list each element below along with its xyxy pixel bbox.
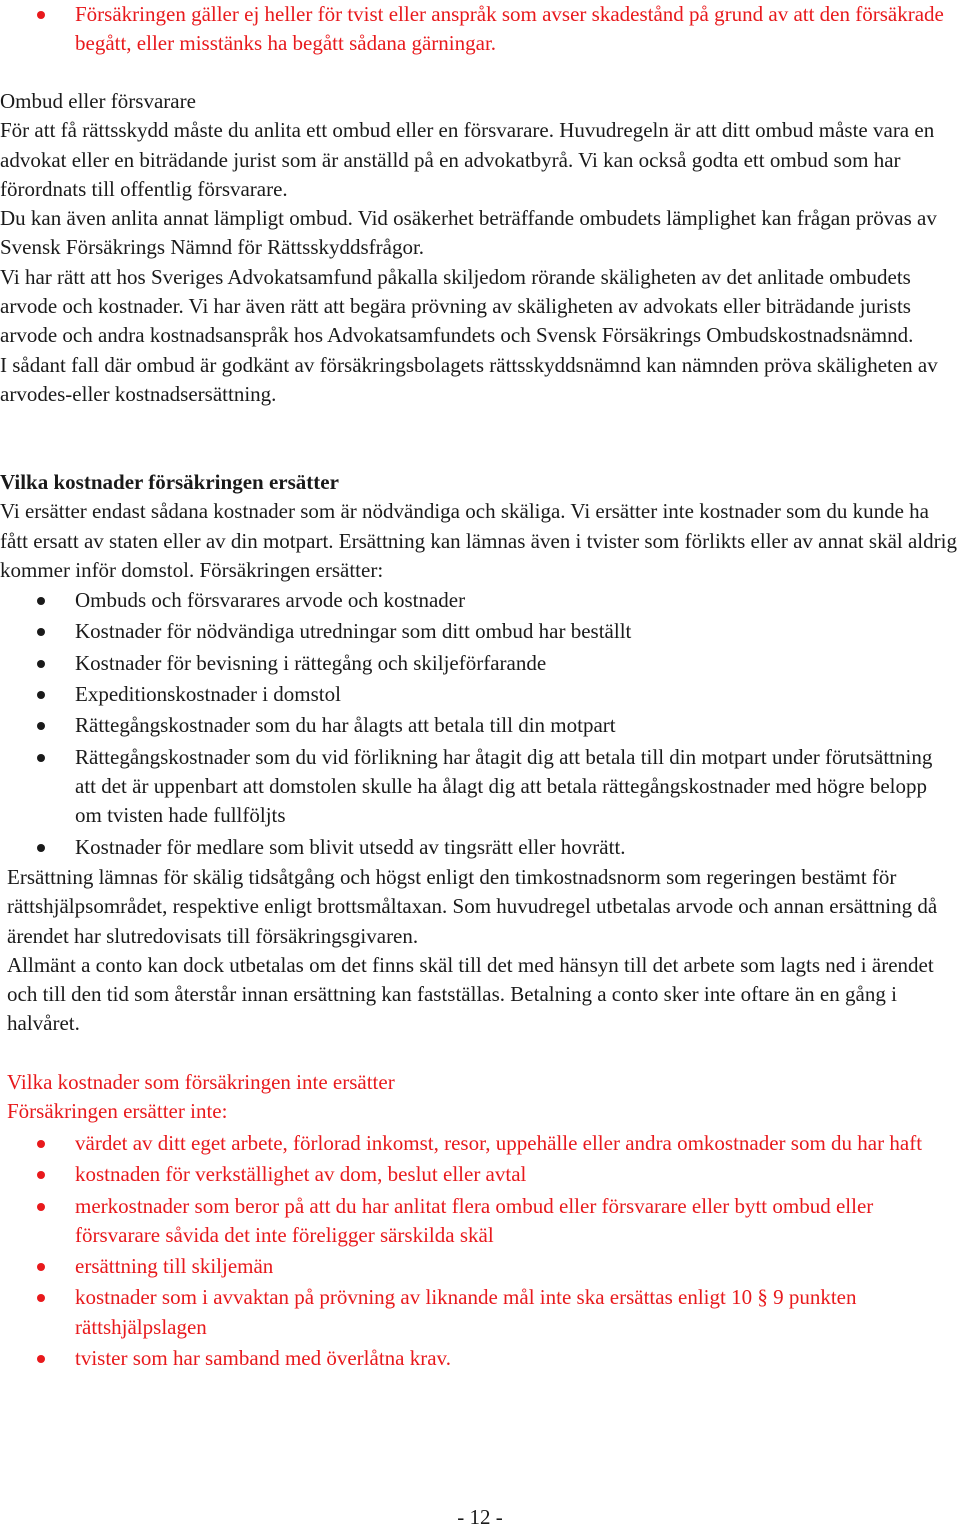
paragraph: Försäkringen ersätter inte: — [7, 1099, 228, 1124]
covered-after-section — [7, 863, 958, 1039]
list-item: Försäkringen gäller ej heller för tvist eller anspråk som avser skadestånd på grund av att den försäkrade begått, eller misstänks ha begått sådana gärningar. — [0, 0, 958, 59]
paragraph: Vi har rätt att hos Sveriges Advokatsamfund påkalla skiljedom rörande skäligheten av det anlitade ombudets arvode och kostnader. Vi har även rätt att begära prövning av skäligheten av advokats eller biträdande jurists arvode och andra kostnadsanspråk hos Advokatsamfundets och Svensk Försäkrings Ombudskostnadsnämnd. — [0, 264, 914, 348]
page-number: - 12 - — [457, 1505, 503, 1529]
bullet-icon — [37, 597, 45, 605]
list-item: Rättegångskostnader som du har ålagts att betala till din motpart — [0, 711, 958, 740]
paragraph: Du kan även anlita annat lämpligt ombud. Vid osäkerhet beträffande ombudets lämplighet kan frågan prövas av Svensk Försäkrings Nämnd för Rättsskyddsfrågor. — [0, 206, 937, 260]
list-item: Kostnader för bevisning i rättegång och skiljeförfarande — [0, 649, 958, 678]
list-item: värdet av ditt eget arbete, förlorad inkomst, resor, uppehälle eller andra omkostnader som du har haft — [0, 1129, 958, 1158]
bullet-icon — [37, 844, 45, 852]
paragraph: I sådant fall där ombud är godkänt av försäkringsbolagets rättsskyddsnämnd kan nämnden pröva skäligheten av arvodes-eller kostnadsersättning. — [0, 352, 938, 406]
not-covered-heading-block — [7, 1068, 958, 1127]
bullet-icon — [37, 722, 45, 730]
paragraph: Allmänt a conto kan dock utbetalas om det finns skäl till det med hänsyn till det arbete som lagts ned i ärendet och till den tid som återstår innan ersättning kan fastställas. Betalning a conto sker inte oftare än en gång i halvåret. — [7, 952, 934, 1036]
bullet-icon — [37, 1263, 45, 1271]
covered-list — [0, 586, 958, 862]
bullet-icon — [37, 1294, 45, 1302]
bullet-icon — [37, 1171, 45, 1179]
list-item: Rättegångskostnader som du vid förlikning har åtagit dig att betala till din motpart under förutsättning att det är uppenbart att domstolen skulle ha ålagt dig att betala rättegångskostnader med högre belopp om tvisten hade fullföljts — [0, 743, 958, 831]
bullet-icon — [37, 1140, 45, 1148]
list-item: Kostnader för nödvändiga utredningar som ditt ombud har beställt — [0, 617, 958, 646]
bullet-icon — [37, 1203, 45, 1211]
bullet-icon — [37, 754, 45, 762]
list-item: Expeditionskostnader i domstol — [0, 680, 958, 709]
section-heading: Vilka kostnader som försäkringen inte ersätter — [7, 1070, 395, 1094]
list-item: kostnaden för verkställighet av dom, beslut eller avtal — [0, 1160, 958, 1189]
bullet-icon — [37, 11, 45, 19]
bullet-icon — [37, 691, 45, 699]
list-item: Ombuds och försvarares arvode och kostnader — [0, 586, 958, 615]
section-heading: Ombud eller försvarare — [0, 89, 196, 113]
list-item: ersättning till skiljemän — [0, 1252, 958, 1281]
covered-section — [0, 468, 958, 862]
paragraph: Ersättning lämnas för skälig tidsåtgång och högst enligt den timkostnadsnorm som regeringen bestämt för rättshjälpsområdet, respektive enligt brottsmåltaxan. Som huvudregel utbetalas arvode och annan ersättning då ärendet har slutredovisats till försäkringsgivaren. — [7, 865, 938, 948]
section-heading: Vilka kostnader försäkringen ersätter — [0, 470, 339, 494]
bullet-icon — [37, 1355, 45, 1363]
list-item: tvister som har samband med överlåtna krav. — [0, 1344, 958, 1373]
list-item: kostnader som i avvaktan på prövning av liknande mål inte ska ersättas enligt 10 § 9 punkten rättshjälpslagen — [0, 1283, 958, 1342]
not-covered-list — [0, 1129, 958, 1373]
ombud-section — [0, 87, 958, 409]
bullet-icon — [37, 628, 45, 636]
list-item: merkostnader som beror på att du har anlitat flera ombud eller försvarare eller bytt ombud eller försvarare såvida det inte föreligger särskilda skäl — [0, 1192, 958, 1251]
paragraph: Vi ersätter endast sådana kostnader som är nödvändiga och skäliga. Vi ersätter inte kostnader som du kunde ha fått ersatt av staten eller av din motpart. Ersättning kan lämnas även i tvister som förlikts eller av annat skäl aldrig kommer inför domstol. Försäkringen ersätter: — [0, 499, 957, 582]
not-covered-section — [0, 1129, 958, 1373]
intro-section — [0, 0, 958, 59]
list-item: Kostnader för medlare som blivit utsedd av tingsrätt eller hovrätt. — [0, 833, 958, 862]
paragraph: För att få rättsskydd måste du anlita ett ombud eller en försvarare. Huvudregeln är att ditt ombud måste vara en advokat eller en biträdande jurist som är anställd på en advokatbyrå. Vi kan också godta ett ombud som har förordnats till offentlig försvarare. — [0, 118, 935, 201]
bullet-icon — [37, 660, 45, 668]
